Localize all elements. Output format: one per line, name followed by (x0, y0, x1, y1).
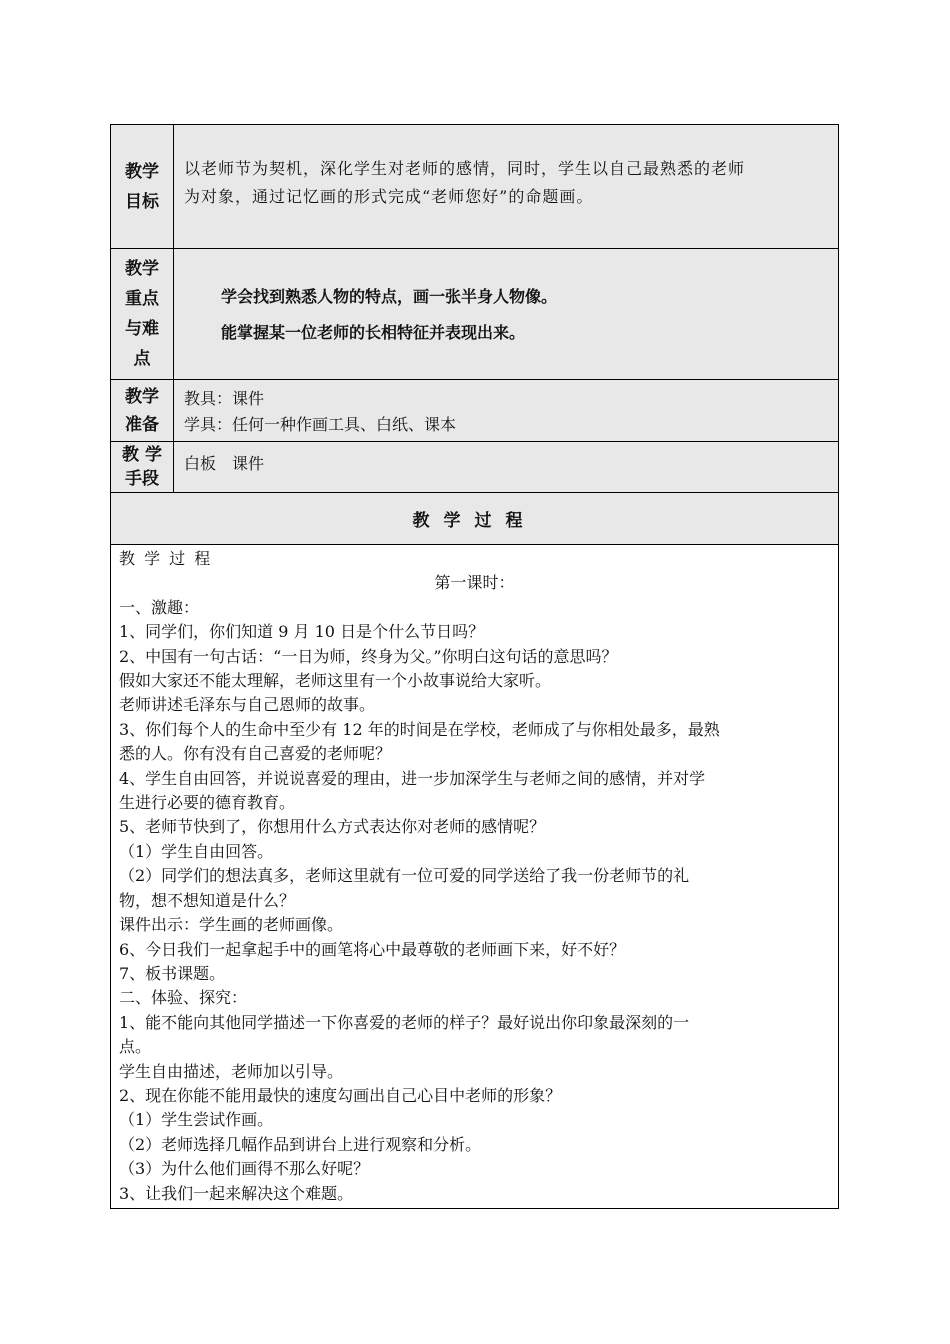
process-line: 点。 (119, 1037, 152, 1057)
row-process (111, 545, 838, 1208)
process-line: 1、能不能向其他同学描述一下你喜爱的老师的样子？最好说出你印象最深刻的一 (119, 1012, 690, 1032)
content-line: 能掌握某一位老师的长相特征并表现出来。 (221, 323, 526, 342)
process-line: （2）同学们的想法真多，老师这里就有一位可爱的同学送给了我一份老师节的礼 (119, 866, 690, 886)
process-line: 4、学生自由回答，并说说喜爱的理由，进一步加深学生与老师之间的感情，并对学 (119, 768, 706, 788)
process-title: 教 学 过 程 (119, 549, 213, 568)
process-line: 二、体验、探究： (119, 988, 248, 1008)
row-content (174, 249, 838, 379)
process-line: 1、同学们，你们知道 9 月 10 日是个什么节日吗？ (119, 622, 485, 642)
content-line: 学会找到熟悉人物的特点，画一张半身人物像。 (221, 287, 558, 306)
label-line: 点 (133, 349, 151, 369)
process-header-text: 教学过程 (412, 511, 537, 531)
process-line: 5、老师节快到了，你想用什么方式表达你对老师的感情呢？ (119, 817, 546, 837)
label-line: 准备 (125, 414, 159, 435)
process-header (111, 493, 838, 545)
content-line: 教具：课件 (184, 389, 265, 408)
process-line: （1）学生自由回答。 (119, 841, 274, 861)
process-line: 3、让我们一起来解决这个难题。 (119, 1183, 354, 1203)
row-label (111, 125, 174, 248)
row-preparation (111, 380, 838, 442)
row-teaching-goals (111, 125, 838, 249)
label-line: 手段 (125, 469, 159, 489)
label-line: 目标 (125, 191, 159, 212)
process-line: （2）老师选择几幅作品到讲台上进行观察和分析。 (119, 1134, 482, 1154)
label-line: 重点 (125, 289, 159, 309)
process-line: 2、中国有一句古话：“一日为师，终身为父。”你明白这句话的意思吗？ (119, 646, 618, 666)
process-line: （3）为什么他们画得不那么好呢？ (119, 1159, 370, 1179)
label-line: 教学 (125, 161, 159, 182)
process-line: 2、现在你能不能用最快的速度勾画出自己心目中老师的形象？ (119, 1085, 562, 1105)
process-line: 学生自由描述，老师加以引导。 (119, 1061, 344, 1081)
label-line: 教学 (125, 386, 159, 407)
process-line: 3、你们每个人的生命中至少有 12 年的时间是在学校，老师成了与你相处最多，最熟 (119, 719, 720, 739)
process-line: 生进行必要的德育教育。 (119, 793, 296, 813)
row-content (174, 442, 838, 492)
row-label (111, 380, 174, 441)
label-line: 与难 (125, 319, 159, 339)
row-label (111, 249, 174, 379)
process-line: 悉的人。你有没有自己喜爱的老师呢？ (119, 744, 392, 764)
process-line: 物，想不想知道是什么？ (119, 890, 296, 910)
process-line: （1）学生尝试作画。 (119, 1110, 274, 1130)
content-line: 学具：任何一种作画工具、白纸、课本 (184, 415, 457, 434)
content-line: 为对象，通过记忆画的形式完成“老师您好”的命题画。 (184, 187, 594, 206)
process-line: 老师讲述毛泽东与自己恩师的故事。 (119, 695, 376, 715)
row-content (174, 380, 838, 441)
content-line: 白板 课件 (184, 454, 265, 473)
label-line: 教学 (125, 259, 159, 279)
lesson-plan-table (110, 124, 839, 1209)
process-line: 假如大家还不能太理解，老师这里有一个小故事说给大家听。 (119, 671, 552, 691)
process-line: 7、板书课题。 (119, 963, 226, 983)
lesson-label: 第一课时： (434, 573, 515, 593)
row-content (174, 125, 838, 248)
process-line: 课件出示：学生画的老师画像。 (119, 915, 344, 935)
row-means (111, 442, 838, 493)
row-key-points (111, 249, 838, 380)
content-line: 以老师节为契机，深化学生对老师的感情，同时，学生以自己最熟悉的老师 (184, 159, 746, 178)
process-line: 6、今日我们一起拿起手中的画笔将心中最尊敬的老师画下来，好不好？ (119, 939, 626, 959)
process-body (111, 545, 838, 1208)
label-line: 教 学 (122, 445, 162, 465)
row-label (111, 442, 174, 492)
process-line: 一、激趣： (119, 597, 200, 617)
